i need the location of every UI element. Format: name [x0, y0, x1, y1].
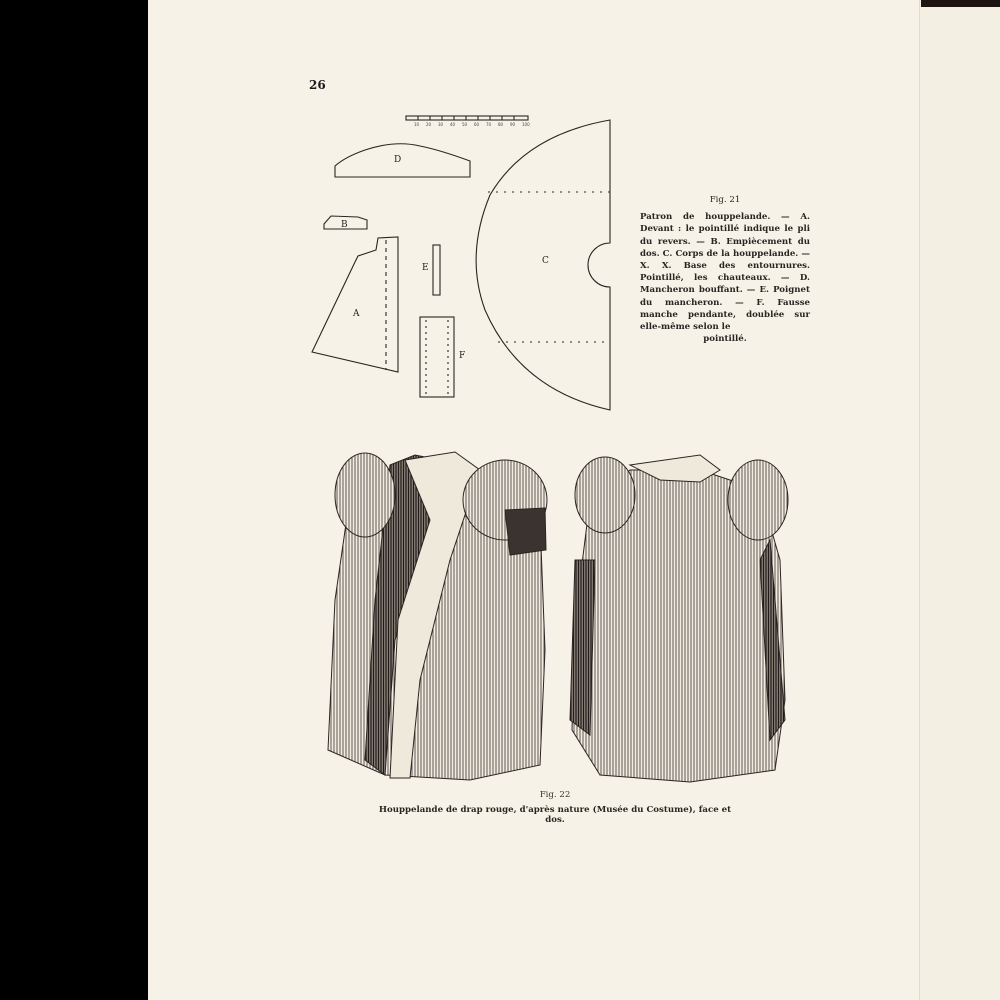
fig22-label: Fig. 22: [539, 790, 571, 800]
svg-text:20: 20: [426, 122, 432, 127]
garment-front-illustration: [328, 452, 547, 780]
svg-text:60: 60: [474, 122, 480, 127]
svg-text:50: 50: [462, 122, 468, 127]
label-b: B: [341, 220, 348, 230]
svg-text:30: 30: [438, 122, 444, 127]
pattern-piece-a: [312, 237, 398, 372]
label-f: F: [459, 351, 466, 361]
fig22-caption: Houppelande de drap rouge, d'après nature (Musée du Costume), face et dos.: [378, 805, 732, 825]
scale-ruler: [406, 116, 528, 120]
label-e: E: [422, 263, 429, 273]
svg-text:100: 100: [522, 122, 530, 127]
svg-text:90: 90: [510, 122, 516, 127]
garment-back-illustration: [570, 455, 788, 782]
fig21-caption: [640, 194, 810, 345]
svg-text:40: 40: [450, 122, 456, 127]
label-c: C: [542, 256, 549, 266]
label-a: A: [353, 309, 360, 319]
page-number: 26: [309, 78, 326, 92]
pattern-piece-f: [420, 317, 454, 397]
svg-text:10: 10: [414, 122, 420, 127]
scale-tick-labels: [414, 122, 530, 127]
svg-text:80: 80: [498, 122, 504, 127]
pattern-piece-d: [335, 144, 470, 177]
fig21-caption-text: Patron de houppelande. — A. Devant : le pointillé indique le pli du revers. — B. Empiècement du dos. C. Corps de la houppelande. — X. X. Base des entournures. Pointillé, les chauteaux. — D. Mancheron bouffant. — E. Poignet du mancheron. — F. Fausse manche pendante, doublée sur elle-même selon le: [640, 212, 810, 333]
label-d: D: [394, 155, 402, 165]
svg-text:70: 70: [486, 122, 492, 127]
pattern-piece-e: [433, 245, 440, 295]
fig21-label: Fig. 21: [709, 195, 741, 205]
fig21-caption-end: pointillé.: [703, 334, 747, 345]
